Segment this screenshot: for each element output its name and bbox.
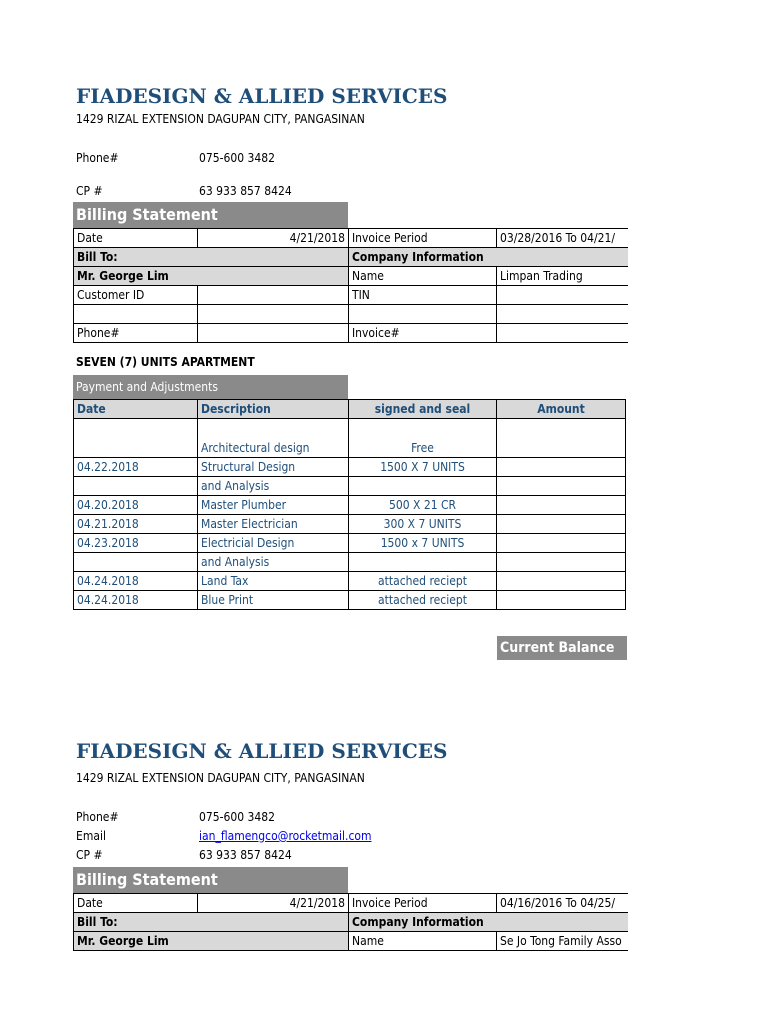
company-address: 1429 RIZAL EXTENSION DAGUPAN CITY, PANGASINAN xyxy=(76,112,365,126)
row-amount xyxy=(497,496,626,515)
row-signed: 300 X 7 UNITS xyxy=(349,515,497,534)
row-signed: attached reciept xyxy=(349,591,497,610)
cp-value: 63 933 857 8424 xyxy=(199,184,292,198)
row-date: 04.24.2018 xyxy=(74,591,198,610)
row-signed: Free xyxy=(349,419,497,458)
row-description: Master Electrician xyxy=(198,515,349,534)
row-date: 04.21.2018 xyxy=(74,515,198,534)
company-title-2: FIADESIGN & ALLIED SERVICES xyxy=(76,739,448,763)
customer-id-value xyxy=(198,286,349,305)
row-description: and Analysis xyxy=(198,477,349,496)
row-description: Land Tax xyxy=(198,572,349,591)
row-date xyxy=(74,419,198,458)
phone-label: Phone# xyxy=(76,151,119,165)
company-title: FIADESIGN & ALLIED SERVICES xyxy=(76,84,448,108)
billing-statement-banner: Billing Statement xyxy=(73,202,348,228)
payment-adjustments-banner: Payment and Adjustments xyxy=(73,375,348,399)
company-address-2: 1429 RIZAL EXTENSION DAGUPAN CITY, PANGASINAN xyxy=(76,771,365,785)
phone-value-2: 075-600 3482 xyxy=(199,810,275,824)
row-date xyxy=(74,477,198,496)
cp-label: CP # xyxy=(76,184,103,198)
current-balance-label: Current Balance xyxy=(497,636,627,660)
invoice-period-value: 03/28/2016 To 04/21/ xyxy=(497,229,768,248)
row-description: Structural Design xyxy=(198,458,349,477)
phone-label-2: Phone# xyxy=(76,810,119,824)
company-name: Se Jo Tong Family Asso xyxy=(497,932,768,951)
email-link[interactable]: ian_flamengco@rocketmail.com xyxy=(199,829,372,843)
row-date xyxy=(74,553,198,572)
page-crop xyxy=(628,0,768,1024)
empty-cell xyxy=(74,305,198,324)
row-description: Architectural design xyxy=(198,419,349,458)
billing-statement-banner-2: Billing Statement xyxy=(73,867,348,893)
row-amount xyxy=(497,477,626,496)
row-amount xyxy=(497,419,626,458)
date-value: 4/21/2018 xyxy=(198,229,349,248)
invoice-period-value: 04/16/2016 To 04/25/ xyxy=(497,894,768,913)
invoice-no-label: Invoice# xyxy=(349,324,497,343)
row-date: 04.22.2018 xyxy=(74,458,198,477)
row-signed: 1500 X 7 UNITS xyxy=(349,458,497,477)
customer-id-label: Customer ID xyxy=(74,286,198,305)
date-label: Date xyxy=(74,894,198,913)
email-label: Email xyxy=(76,829,106,843)
phone-value: 075-600 3482 xyxy=(199,151,275,165)
row-amount xyxy=(497,591,626,610)
row-description: and Analysis xyxy=(198,553,349,572)
row-signed: 1500 x 7 UNITS xyxy=(349,534,497,553)
invoice-period-label: Invoice Period xyxy=(349,894,497,913)
bill-to-name: Mr. George Lim xyxy=(74,267,349,286)
row-amount xyxy=(497,458,626,477)
phone-value xyxy=(198,324,349,343)
column-header-description: Description xyxy=(198,400,349,419)
cp-label-2: CP # xyxy=(76,848,103,862)
empty-cell xyxy=(349,305,497,324)
project-title: SEVEN (7) UNITS APARTMENT xyxy=(76,355,255,369)
row-signed: attached reciept xyxy=(349,572,497,591)
tin-label: TIN xyxy=(349,286,497,305)
empty-cell xyxy=(198,305,349,324)
cp-value-2: 63 933 857 8424 xyxy=(199,848,292,862)
row-description: Blue Print xyxy=(198,591,349,610)
phone-label: Phone# xyxy=(74,324,198,343)
company-information-label: Company Information xyxy=(349,913,768,932)
bill-to-name: Mr. George Lim xyxy=(74,932,349,951)
bill-to-label: Bill To: xyxy=(74,913,349,932)
row-amount xyxy=(497,534,626,553)
invoice-period-label: Invoice Period xyxy=(349,229,497,248)
row-signed xyxy=(349,553,497,572)
row-description: Electricial Design xyxy=(198,534,349,553)
date-value: 4/21/2018 xyxy=(198,894,349,913)
bill-to-label: Bill To: xyxy=(74,248,349,267)
row-signed: 500 X 21 CR xyxy=(349,496,497,515)
name-label: Name xyxy=(349,267,497,286)
company-information-label: Company Information xyxy=(349,248,768,267)
row-date: 04.23.2018 xyxy=(74,534,198,553)
row-amount xyxy=(497,572,626,591)
column-header-signed: signed and seal xyxy=(349,400,497,419)
date-label: Date xyxy=(74,229,198,248)
row-description: Master Plumber xyxy=(198,496,349,515)
row-signed xyxy=(349,477,497,496)
row-date: 04.24.2018 xyxy=(74,572,198,591)
row-amount xyxy=(497,553,626,572)
row-date: 04.20.2018 xyxy=(74,496,198,515)
row-amount xyxy=(497,515,626,534)
column-header-date: Date xyxy=(74,400,198,419)
column-header-amount: Amount xyxy=(497,400,626,419)
company-name: Limpan Trading xyxy=(497,267,768,286)
name-label: Name xyxy=(349,932,497,951)
